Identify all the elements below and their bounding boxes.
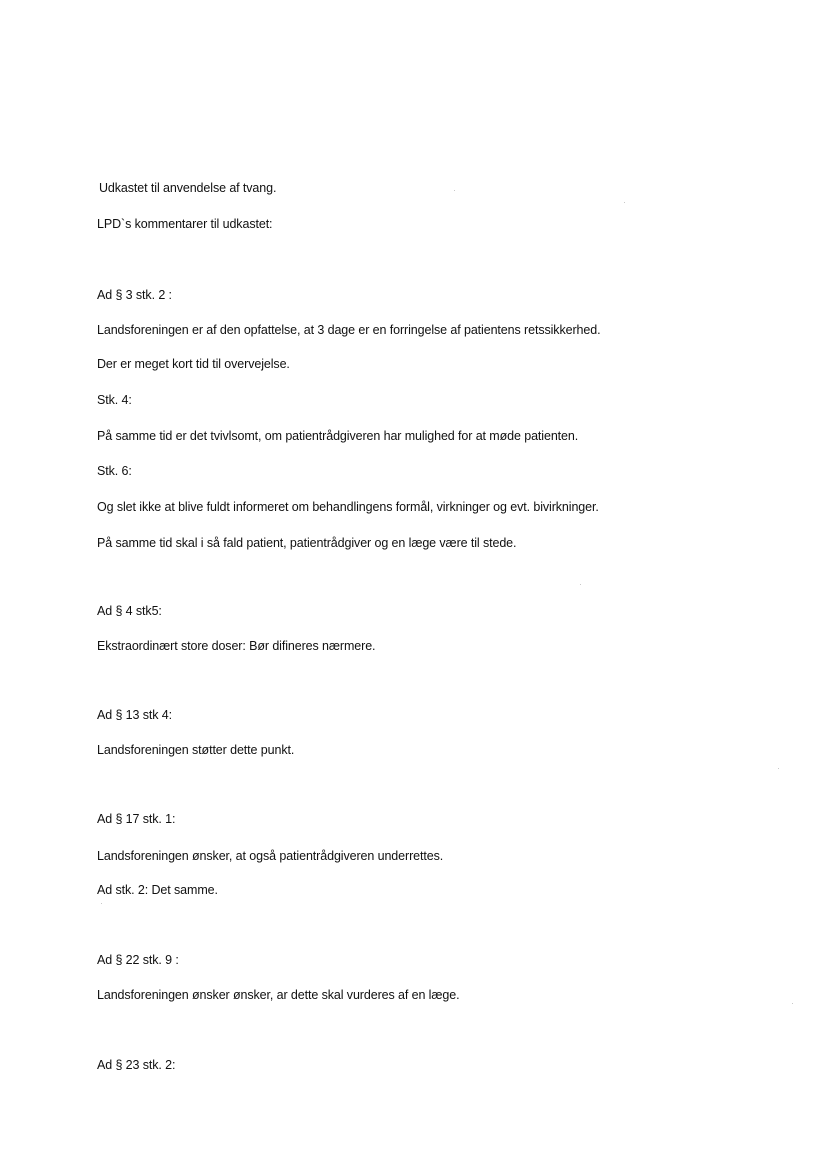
scan-speck (580, 584, 581, 585)
scan-speck (778, 768, 779, 769)
paragraph-17-1: Landsforeningen ønsker, at også patientrådgiveren underrettes. (97, 849, 444, 863)
section-heading-4-5: Ad § 4 stk5: (97, 604, 162, 618)
paragraph-stk4: På samme tid er det tvivlsomt, om patientrådgiveren har mulighed for at møde patienten. (97, 429, 579, 443)
paragraph-stk6-a: Og slet ikke at blive fuldt informeret om behandlingens formål, virkninger og evt. bivirkninger. (97, 500, 599, 514)
paragraph-3-2-a: Landsforeningen er af den opfattelse, at 3 dage er en forringelse af patientens retssikkerhed. (97, 323, 601, 337)
section-heading-23-2: Ad § 23 stk. 2: (97, 1058, 176, 1072)
paragraph-17-2: Ad stk. 2: Det samme. (97, 883, 218, 897)
section-heading-3-2: Ad § 3 stk. 2 : (97, 288, 172, 302)
section-heading-17-1: Ad § 17 stk. 1: (97, 812, 176, 826)
section-heading-22-9: Ad § 22 stk. 9 : (97, 953, 179, 967)
scan-speck (101, 903, 102, 904)
paragraph-4-5: Ekstraordinært store doser: Bør difineres nærmere. (97, 639, 376, 653)
subsection-heading-stk6: Stk. 6: (97, 464, 132, 478)
scan-speck (624, 202, 625, 203)
subsection-heading-stk4: Stk. 4: (97, 393, 132, 407)
comments-heading: LPD`s kommentarer til udkastet: (97, 217, 273, 231)
document-title: Udkastet til anvendelse af tvang. (99, 181, 277, 195)
scan-speck (454, 190, 455, 191)
scan-speck (792, 1003, 793, 1004)
paragraph-3-2-b: Der er meget kort tid til overvejelse. (97, 357, 290, 371)
paragraph-stk6-b: På samme tid skal i så fald patient, patientrådgiver og en læge være til stede. (97, 536, 517, 550)
paragraph-13-4: Landsforeningen støtter dette punkt. (97, 743, 295, 757)
section-heading-13-4: Ad § 13 stk 4: (97, 708, 173, 722)
paragraph-22-9: Landsforeningen ønsker ønsker, ar dette skal vurderes af en læge. (97, 988, 460, 1002)
